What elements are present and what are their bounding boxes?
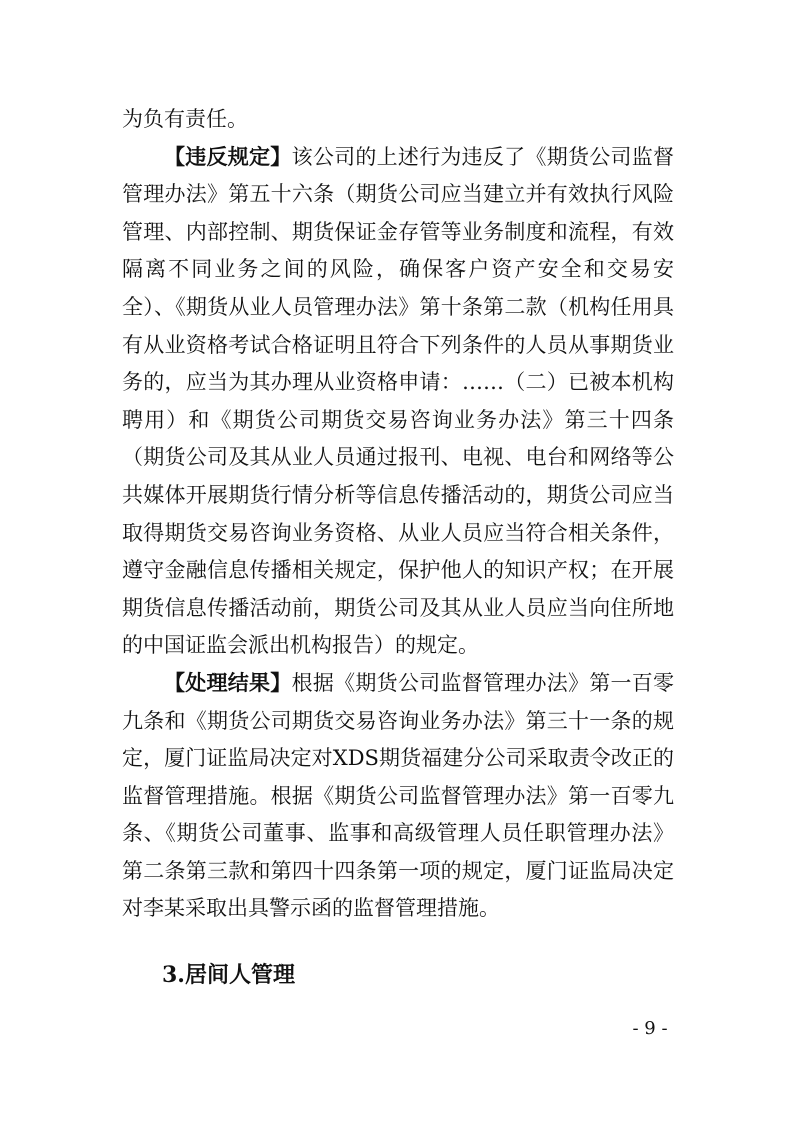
result-text: 根据《期货公司监督管理办法》第一百零九条和《期货公司期货交易咨询业务办法》第三十一条的规定，厦门证监局决定对XDS期货福建分公司采取责令改正的监督管理措施。根据《期货公司监督管理办法》第一百零九条、《期货公司董事、监事和高级管理人员任职管理办法》第二条第三款和第四十四条第一项的规定，厦门证监局决定对李某采取出具警示函的监督管理措施。 [122,670,675,921]
violation-text: 该公司的上述行为违反了《期货公司监督管理办法》第五十六条（期货公司应当建立并有效执行风险管理、内部控制、期货保证金存管等业务制度和流程，有效隔离不同业务之间的风险，确保客户资产安全和交易安全）、《期货从业人员管理办法》第十条第二款（机构任用具有从业资格考试合格证明且符合下列条件的人员从事期货业务的，应当为其办理从业资格申请：……（二）已被本机构聘用）和《期货公司期货交易咨询业务办法》第三十四条（期货公司及其从业人员通过报刊、电视、电台和网络等公共媒体开展期货行情分析等信息传播活动的，期货公司应当取得期货交易咨询业务资格、从业人员应当符合相关条件，遵守金融信息传播相关规定，保护他人的知识产权；在开展期货信息传播活动前，期货公司及其从业人员应当向住所地的中国证监会派出机构报告）的规定。 [122,144,675,658]
paragraph-violation [122,139,674,665]
result-label: 【处理结果】 [164,670,292,695]
paragraph-continuation [122,101,674,139]
body-text [122,101,674,928]
violation-label: 【违反规定】 [164,144,292,169]
paragraph-text: 为负有责任。 [122,107,248,131]
section-heading: 3.居间人管理 [162,962,295,988]
page-number: - 9 - [632,1018,668,1039]
paragraph-result [122,665,674,928]
